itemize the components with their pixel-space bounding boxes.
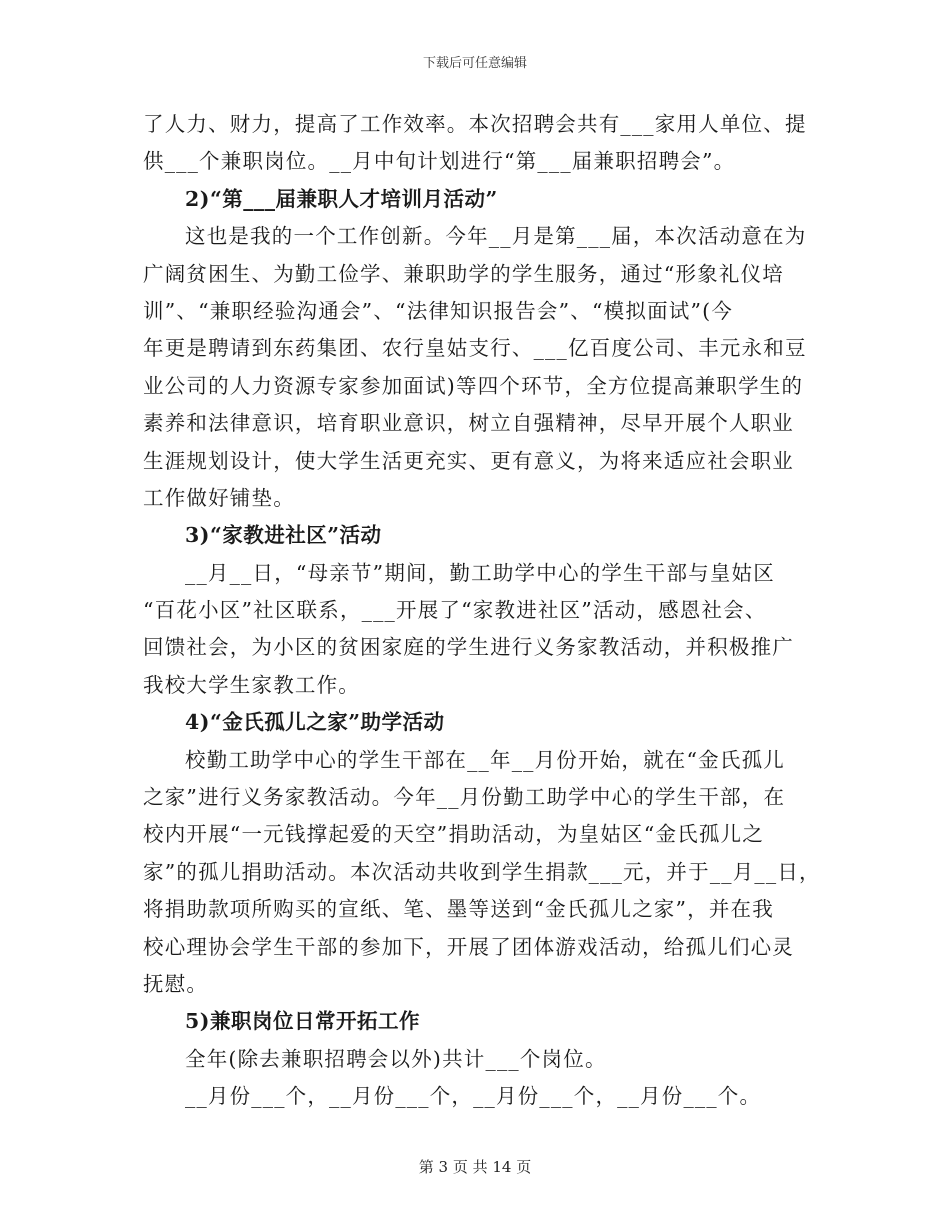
body-line: 了人力、财力，提高了工作效率。本次招聘会共有___家用人单位、提 (143, 112, 807, 136)
body-line: “百花小区”社区联系，___开展了“家教进社区”活动，感恩社会、 (143, 598, 767, 623)
body-line: 将捐助款项所购买的宣纸、笔、墨等送到“金氏孤儿之家”，并在我 (143, 897, 774, 922)
body-line: 广阔贫困生、为勤工俭学、兼职助学的学生服务，通过“形象礼仪培 (143, 261, 784, 286)
body-line: 年更是聘请到东药集团、农行皇姑支行、___亿百度公司、丰元永和豆 (143, 336, 807, 361)
body-line: 抚慰。 (143, 971, 209, 996)
body-line: 校勤工助学中心的学生干部在__年__月份开始，就在“金氏孤儿 (185, 747, 785, 772)
body-line: 校内开展“一元钱撑起爱的天空”捐助活动，为皇姑区“金氏孤儿之 (143, 822, 764, 847)
section-heading: 4)“金氏孤儿之家”助学活动 (185, 710, 445, 735)
body-line: 生涯规划设计，使大学生活更充实、更有意义，为将来适应社会职业 (143, 448, 794, 473)
section-heading: 3)“家教进社区”活动 (185, 523, 382, 548)
document-body (143, 106, 821, 1116)
body-line: 之家”进行义务家教活动。今年__月份勤工助学中心的学生干部，在 (143, 785, 786, 810)
body-line: 我校大学生家教工作。 (143, 672, 360, 697)
body-line: 这也是我的一个工作创新。今年__月是第___届，本次活动意在为 (185, 224, 807, 249)
body-line: 家”的孤儿捐助活动。本次活动共收到学生捐款___元，并于__月__日， (143, 859, 821, 884)
page-footer: 第 3 页 共 14 页 (418, 1158, 532, 1176)
body-line: 训”、“兼职经验沟通会”、“法律知识报告会”、“模拟面试”(今 (143, 298, 734, 323)
body-line: __月份___个，__月份___个，__月份___个，__月份___个。 (185, 1084, 762, 1109)
body-line: __月__日，“母亲节”期间，勤工助学中心的学生干部与皇姑区 (185, 560, 775, 585)
body-line: 供___个兼职岗位。__月中旬计划进行“第___届兼职招聘会”。 (143, 149, 736, 174)
body-line: 业公司的人力资源专家参加面试)等四个环节，全方位提高兼职学生的 (143, 373, 804, 398)
body-line: 全年(除去兼职招聘会以外)共计___个岗位。 (185, 1046, 607, 1071)
body-line: 素养和法律意识，培育职业意识，树立自强精神，尽早开展个人职业 (143, 411, 794, 436)
body-line: 工作做好铺垫。 (143, 485, 295, 510)
page-header: 下载后可任意编辑 (422, 56, 527, 71)
section-heading: 2)“第___届兼职人才培训月活动” (185, 186, 498, 211)
body-line: 校心理协会学生干部的参加下，开展了团体游戏活动，给孤儿们心灵 (143, 934, 794, 959)
body-line: 回馈社会，为小区的贫困家庭的学生进行义务家教活动，并积极推广 (143, 635, 794, 660)
section-heading: 5)兼职岗位日常开拓工作 (185, 1009, 420, 1034)
